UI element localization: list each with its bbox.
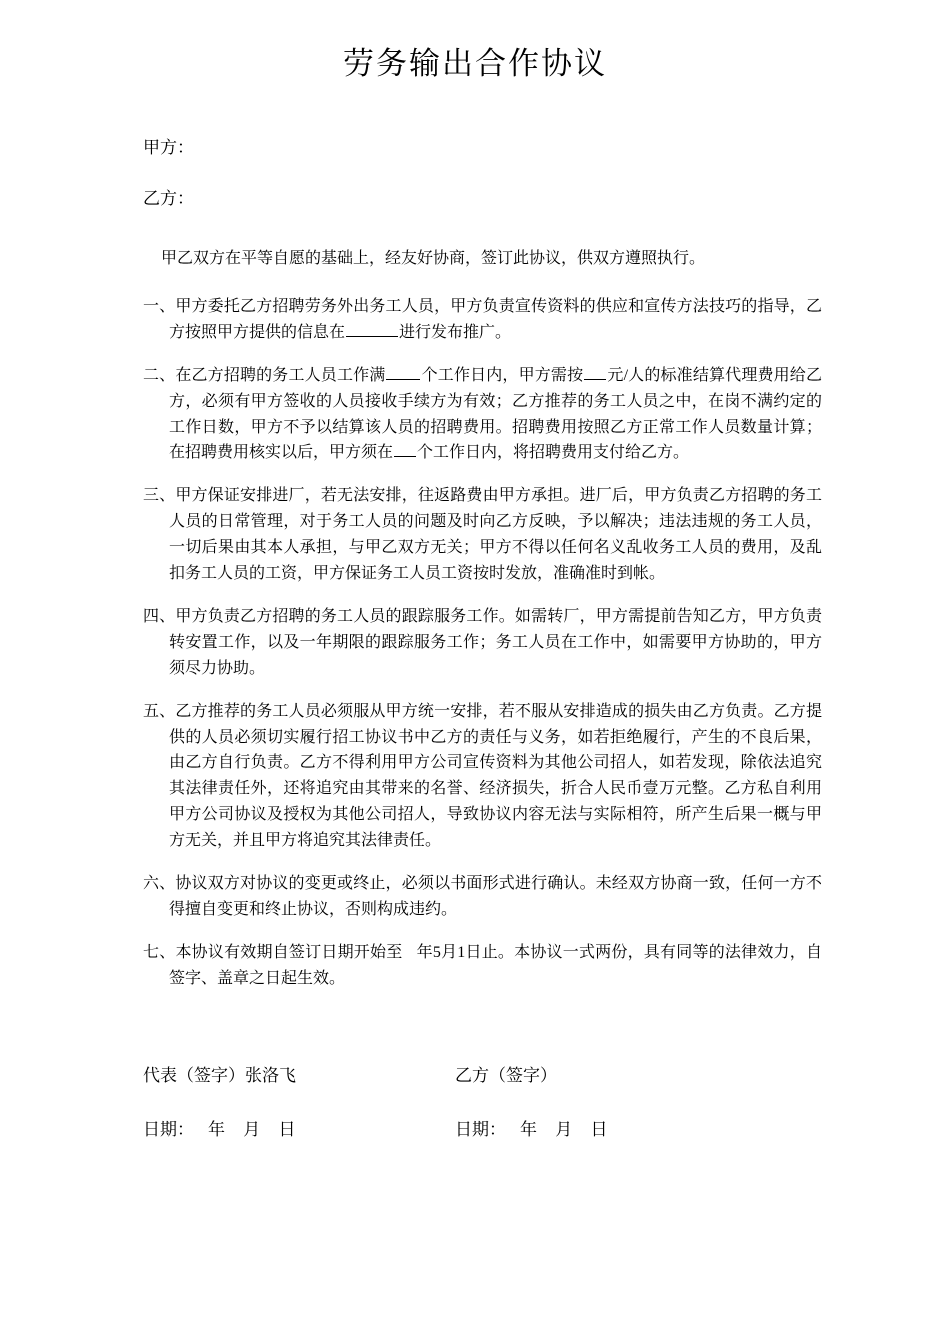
clause-item-6 xyxy=(143,854,822,923)
clause-item-2 xyxy=(143,346,822,467)
clause-text-7b: 年5月1日止。本协议一式两份，具有同等的法律效力，自签字、盖章之日起生效。 xyxy=(169,943,822,987)
clause-item-3 xyxy=(143,466,822,587)
clause-text-6: 协议双方对协议的变更或终止，必须以书面形式进行确认。未经双方协商一致，任何一方不得擅自变更和终止协议，否则构成违约。 xyxy=(169,875,822,918)
clause-text-2d: 个工作日内，将招聘费用支付给乙方。 xyxy=(417,444,690,462)
clause-2-blank-amount[interactable] xyxy=(584,364,606,380)
clause-item-5 xyxy=(143,682,822,854)
clause-text-2b: 个工作日内，甲方需按 xyxy=(421,366,584,384)
clause-text-2c: 元/人的标准结算代理费用给乙方，必须有甲方签收的人员接收手续方为有效；乙方推荐的务工人员之中，在岗不满约定的工作日数，甲方不予以结算该人员的招聘费用。招聘费用按照乙方正常工作人员数量计算；在招聘费用核实以后，甲方须在 xyxy=(169,366,822,462)
clause-number-3: 三、 xyxy=(143,487,176,505)
party-b-date-label: 日期： xyxy=(455,1119,506,1139)
party-b-date[interactable] xyxy=(455,1118,822,1142)
clause-2-blank-workdays[interactable] xyxy=(386,364,420,380)
party-a-signature[interactable]: 代表（签字）张洛飞 xyxy=(143,1065,296,1085)
party-a-label: 甲方： xyxy=(143,138,194,157)
party-a-date-parts: 年 月 日 xyxy=(208,1119,303,1139)
clause-number-6: 六、 xyxy=(143,875,176,893)
party-a-date[interactable] xyxy=(143,1118,455,1142)
party-a-date-label: 日期： xyxy=(143,1119,194,1139)
document-body xyxy=(0,79,950,1141)
agreement-intro-paragraph: 甲乙双方在平等自愿的基础上，经友好协商，签订此协议，供双方遵照执行。 xyxy=(161,249,706,267)
clause-text-1b: 进行发布推广。 xyxy=(399,323,512,341)
party-b-signature[interactable]: 乙方（签字） xyxy=(455,1065,557,1085)
clause-number-4: 四、 xyxy=(143,607,176,625)
clause-1-blank-platform[interactable] xyxy=(346,321,398,337)
clause-text-4: 甲方负责乙方招聘的务工人员的跟踪服务工作。如需转厂，甲方需提前告知乙方，甲方负责转安置工作，以及一年期限的跟踪服务工作；务工人员在工作中，如需要甲方协助的，甲方须尽力协助。 xyxy=(169,607,822,677)
party-b-label: 乙方： xyxy=(143,188,194,208)
clause-text-5: 乙方推荐的务工人员必须服从甲方统一安排，若不服从安排造成的损失由乙方负责。乙方提供的人员必须切实履行招工协议书中乙方的责任与义务，如若拒绝履行，产生的不良后果，由乙方自行负责。乙方不得利用甲方公司宣传资料为其他公司招人，如若发现，除依法追究其法律责任外，还将追究由其带来的名誉、经济损失，折合人民币壹万元整。乙方私自利用甲方公司协议及授权为其他公司招人，导致协议内容无法与实际相符，所产生后果一概与甲方无关，并且甲方将追究其法律责任。 xyxy=(169,702,822,850)
clause-text-7a: 本协议有效期自签订日期开始至 xyxy=(175,943,403,961)
page-title: 劳务输出合作协议 xyxy=(343,46,607,81)
clause-number-5: 五、 xyxy=(143,702,176,720)
clause-number-2: 二、 xyxy=(143,366,176,384)
signature-date-row xyxy=(143,1088,822,1142)
party-b-date-parts: 年 月 日 xyxy=(520,1119,615,1139)
clause-number-1: 一、 xyxy=(143,297,176,315)
clause-number-7: 七、 xyxy=(143,943,176,961)
signature-block xyxy=(143,992,822,1142)
clause-text-1a: 甲方委托乙方招聘劳务外出务工人员，甲方负责宣传资料的供应和宣传方法技巧的指导，乙方按照甲方提供的信息在 xyxy=(169,297,822,341)
clause-text-3: 甲方保证安排进厂，若无法安排，往返路费由甲方承担。进厂后，甲方负责乙方招聘的务工人员的日常管理，对于务工人员的问题及时向乙方反映，予以解决；违法违规的务工人员，一切后果由其本人承担，与甲乙双方无关；甲方不得以任何名义乱收务工人员的费用，及乱扣务工人员的工资，甲方保证务工人员工资按时发放，准确准时到帐。 xyxy=(169,487,822,583)
clause-text-2a: 在乙方招聘的务工人员工作满 xyxy=(175,366,386,384)
signature-name-row xyxy=(143,1064,822,1088)
clause-item-7 xyxy=(143,923,822,992)
clause-item-1 xyxy=(143,277,822,346)
clause-item-4 xyxy=(143,587,822,682)
clause-2-blank-paydays[interactable] xyxy=(394,441,416,457)
